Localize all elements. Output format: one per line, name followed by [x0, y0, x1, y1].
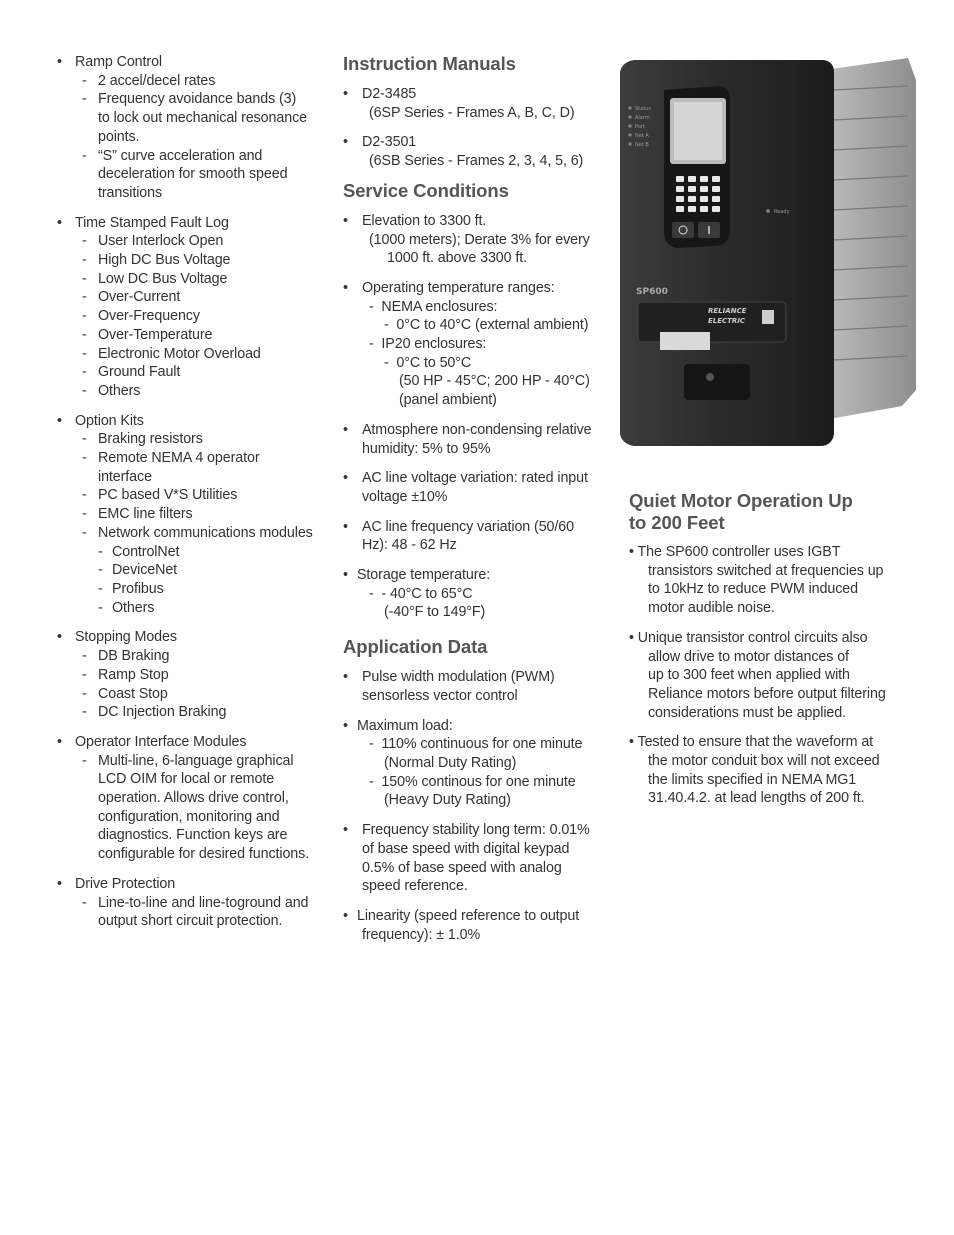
manual-code: D2-3485 [362, 86, 417, 102]
heatsink [824, 58, 916, 420]
list-item: ControlNet [112, 543, 180, 560]
list-item: Over-Temperature [98, 326, 213, 343]
list-item: Atmosphere non-condensing relative [362, 421, 592, 438]
list-item: output short circuit protection. [98, 913, 283, 930]
list-item: Frequency avoidance bands (3) [98, 91, 297, 108]
quiet-motor-heading-line-1: Quiet Motor Operation Up [629, 490, 853, 511]
paragraph-line: transistors switched at frequencies up [648, 562, 884, 579]
list-item: DC Injection Braking [98, 704, 227, 721]
brand-logo [762, 310, 774, 324]
list-item: - 40°C to 65°C [381, 585, 473, 602]
quiet-motor-heading [629, 490, 899, 534]
list-item: 110% continuous for one minute [381, 736, 583, 753]
list-item: Braking resistors [98, 431, 203, 448]
paragraph-line: The SP600 controller uses IGBT [637, 544, 841, 560]
quiet-motor-column: Quiet Motor Operation Up to 200 Feet • The SP600 controller uses IGBT transistors switched at frequencies up to 10kHz to reduce PWM induced motor audible noise. • Unique transistor control circuits also allow drive to motor distances of up to 300 feet when applied with Reliance motors before output filtering considerations must be applied. • Tested to ensure that the waveform at the motor conduit box will not exceed the limits specified in NEMA MG1 31.40.4.2. at lead lengths of 200 ft. [629, 490, 899, 819]
list-item: Multi-line, 6-language graphical [98, 752, 294, 769]
list-item: of base speed with digital keypad [362, 840, 570, 857]
paragraph-line: the limits specified in NEMA MG1 [648, 771, 857, 788]
list-item: diagnostics. Function keys are [98, 827, 288, 844]
option-kits-section: • Option Kits - Braking resistors - Remote NEMA 4 operator interface - PC based V*S Utilities - EMC line filters - Network communications modules - ControlNet - DeviceNet - Profibus - Others [57, 412, 313, 616]
paragraph-line: considerations must be applied. [648, 704, 846, 721]
list-item: operation. Allows drive control, [98, 790, 289, 807]
list-item: humidity: 5% to 95% [362, 440, 491, 457]
paragraph-line: motor audible noise. [648, 600, 775, 617]
list-item: Hz): 48 - 62 Hz [362, 537, 457, 554]
ready-label: Ready [774, 209, 790, 215]
paragraph-line: Tested to ensure that the waveform at [637, 734, 874, 751]
list-item: Low DC Bus Voltage [98, 270, 228, 287]
list-item: interface [98, 468, 152, 485]
paragraph-line: up to 300 feet when applied with [648, 667, 850, 684]
list-item: “S” curve acceleration and [98, 147, 263, 164]
list-item: (Normal Duty Rating) [384, 754, 517, 771]
list-item: High DC Bus Voltage [98, 252, 231, 269]
operator-interface-title: Operator Interface Modules [75, 733, 247, 750]
specifications-column: Instruction Manuals • D2-3485 (6SP Series - Frames A, B, C, D) • D2-3501 (6SB Series - Frames 2, 3, 4, 5, 6) Service Conditions • Elevation to 3300 ft. (1000 meters); Derate 3% for every 1000 ft. above 3300 ft. • Operating temperature ranges: - NEMA enclosures: - 0°C to 40°C (external ambient) - IP20 enclosures: - 0°C to 50°C (50 HP - 45°C; 200 HP - 40°C) (panel ambient) • Atmosphere non-condensing relative humidity: 5% to 95% • AC line voltage variation: rated input voltage ±10% • AC line frequency variation (50/60 Hz): 48 - 62 Hz • Storage temperature: - - 40°C to 65°C (-40°F to 149°F) Application Data • Pulse width modulation (PWM) sensorless vector control • Maximum load: - 110% continuous for one minute (Normal Duty Rating) - 150% continous for one minute (Heavy Duty Rating) • Frequency stability long term: 0.01% of base speed with digital keypad 0.5% of base speed with analog speed reference. • Linearity (speed reference to output frequency): ± 1.0% [343, 53, 613, 955]
application-data-heading: Application Data [343, 636, 488, 658]
list-item: Ground Fault [98, 364, 181, 381]
led-label: Status [635, 106, 651, 112]
list-item: configurable for desired functions. [98, 846, 310, 863]
list-item: 0°C to 50°C [396, 354, 472, 371]
led-label: Port [635, 124, 645, 130]
list-item: to lock out mechanical resonance [98, 110, 307, 127]
led-label: Net A [635, 133, 649, 139]
list-item: Others [112, 599, 155, 616]
manual-code: D2-3501 [362, 134, 417, 151]
fault-log-title: Time Stamped Fault Log [75, 214, 229, 231]
list-item: EMC line filters [98, 506, 193, 523]
list-item: (Heavy Duty Rating) [384, 792, 511, 809]
list-item: Linearity (speed reference to output [357, 907, 580, 924]
paragraph-line: 31.40.4.2. at lead lengths of 200 ft. [648, 790, 865, 807]
manual-desc: (6SB Series - Frames 2, 3, 4, 5, 6) [369, 153, 584, 170]
list-item: deceleration for smooth speed [98, 166, 288, 183]
fault-log-section: • Time Stamped Fault Log - User Interlock Open - High DC Bus Voltage - Low DC Bus Voltage - Over-Current - Over-Frequency - Over-Temperature - Electronic Motor Overload - Ground Fault - Others [57, 214, 261, 399]
list-item: Profibus [112, 580, 164, 597]
list-item: User Interlock Open [98, 233, 224, 250]
operator-interface-section: • Operator Interface Modules - Multi-line, 6-language graphical LCD OIM for local or remote operation. Allows drive control, configuration, monitoring and diagnostics. Function keys are configurable for desired functions. [57, 733, 310, 863]
list-item: DeviceNet [112, 562, 178, 579]
list-item: DB Braking [98, 648, 170, 665]
led-label: Net B [635, 142, 649, 148]
list-item: (panel ambient) [399, 392, 497, 409]
ramp-control-section: • Ramp Control - 2 accel/decel rates - Frequency avoidance bands (3) to lock out mechanical resonance points. - “S” curve acceleration and deceleration for smooth speed transitions [57, 54, 307, 201]
list-item: Over-Frequency [98, 308, 200, 325]
sp600-drive-photo [612, 50, 918, 460]
list-item: PC based V*S Utilities [98, 487, 238, 504]
paragraph-line: Reliance motors before output filtering [648, 685, 886, 702]
list-item: (1000 meters); Derate 3% for every [369, 231, 590, 248]
list-item: Frequency stability long term: 0.01% [362, 822, 590, 839]
option-kits-title: Option Kits [75, 412, 144, 429]
quiet-motor-heading-line-2: to 200 Feet [629, 512, 725, 533]
list-item: Electronic Motor Overload [98, 345, 261, 362]
instruction-manuals-heading: Instruction Manuals [343, 53, 516, 74]
list-item: Ramp Stop [98, 666, 169, 683]
list-item: voltage ±10% [362, 488, 448, 505]
list-item: Coast Stop [98, 685, 168, 702]
stopping-modes-section: • Stopping Modes - DB Braking - Ramp Stop - Coast Stop - DC Injection Braking [57, 629, 227, 721]
list-item: Pulse width modulation (PWM) [362, 669, 555, 686]
list-item: NEMA enclosures: [381, 298, 498, 315]
cover-screw [706, 373, 714, 381]
list-item: 1000 ft. above 3300 ft. [387, 250, 527, 267]
list-item: sensorless vector control [362, 687, 518, 704]
paragraph-line: Unique transistor control circuits also [637, 629, 868, 646]
service-conditions-heading: Service Conditions [343, 179, 509, 201]
brand-line-2: ELECTRIC [708, 317, 746, 325]
list-item: 0°C to 40°C (external ambient) [396, 317, 589, 334]
list-item: Elevation to 3300 ft. [362, 212, 487, 229]
list-item: Over-Current [98, 289, 181, 306]
led-label: Alarm [635, 115, 650, 121]
list-item: Network communications modules [98, 524, 313, 541]
list-item: IP20 enclosures: [381, 336, 487, 353]
list-item: (-40°F to 149°F) [384, 604, 486, 621]
list-item: 150% continous for one minute [381, 773, 576, 790]
ready-led [766, 209, 770, 213]
brand-line-1: RELIANCE [708, 307, 747, 315]
paragraph-line: to 10kHz to reduce PWM induced [648, 581, 858, 598]
list-item: frequency): ± 1.0% [362, 926, 481, 943]
ramp-control-title: Ramp Control [75, 54, 162, 70]
list-item: transitions [98, 184, 163, 201]
list-item: Maximum load: [357, 717, 453, 734]
stopping-modes-title: Stopping Modes [75, 629, 177, 646]
list-item: speed reference. [362, 878, 468, 895]
list-item: points. [98, 128, 140, 145]
list-item: Operating temperature ranges: [362, 279, 555, 296]
drive-protection-title: Drive Protection [75, 875, 176, 892]
list-item: AC line frequency variation (50/60 [362, 518, 574, 535]
list-item: LCD OIM for local or remote [98, 771, 275, 788]
list-item: Storage temperature: [357, 567, 491, 584]
paragraph-line: allow drive to motor distances of [648, 648, 849, 665]
list-item: Line-to-line and line-toground and [98, 894, 309, 911]
list-item: 0.5% of base speed with analog [362, 859, 562, 876]
feature-list-column [57, 53, 322, 942]
list-item: 2 accel/decel rates [98, 72, 216, 89]
list-item: (50 HP - 45°C; 200 HP - 40°C) [399, 373, 590, 390]
list-item: Others [98, 382, 141, 399]
drive-protection-section: • Drive Protection - Line-to-line and line-toground and output short circuit protection. [57, 875, 309, 930]
paragraph-line: the motor conduit box will not exceed [648, 753, 880, 770]
list-item: Remote NEMA 4 operator [98, 450, 260, 467]
rating-label [660, 332, 710, 350]
list-item: AC line voltage variation: rated input [362, 470, 588, 487]
manual-desc: (6SP Series - Frames A, B, C, D) [369, 104, 575, 121]
drive-illustration [612, 50, 918, 460]
list-item: configuration, monitoring and [98, 808, 280, 825]
model-label: SP600 [636, 287, 668, 297]
